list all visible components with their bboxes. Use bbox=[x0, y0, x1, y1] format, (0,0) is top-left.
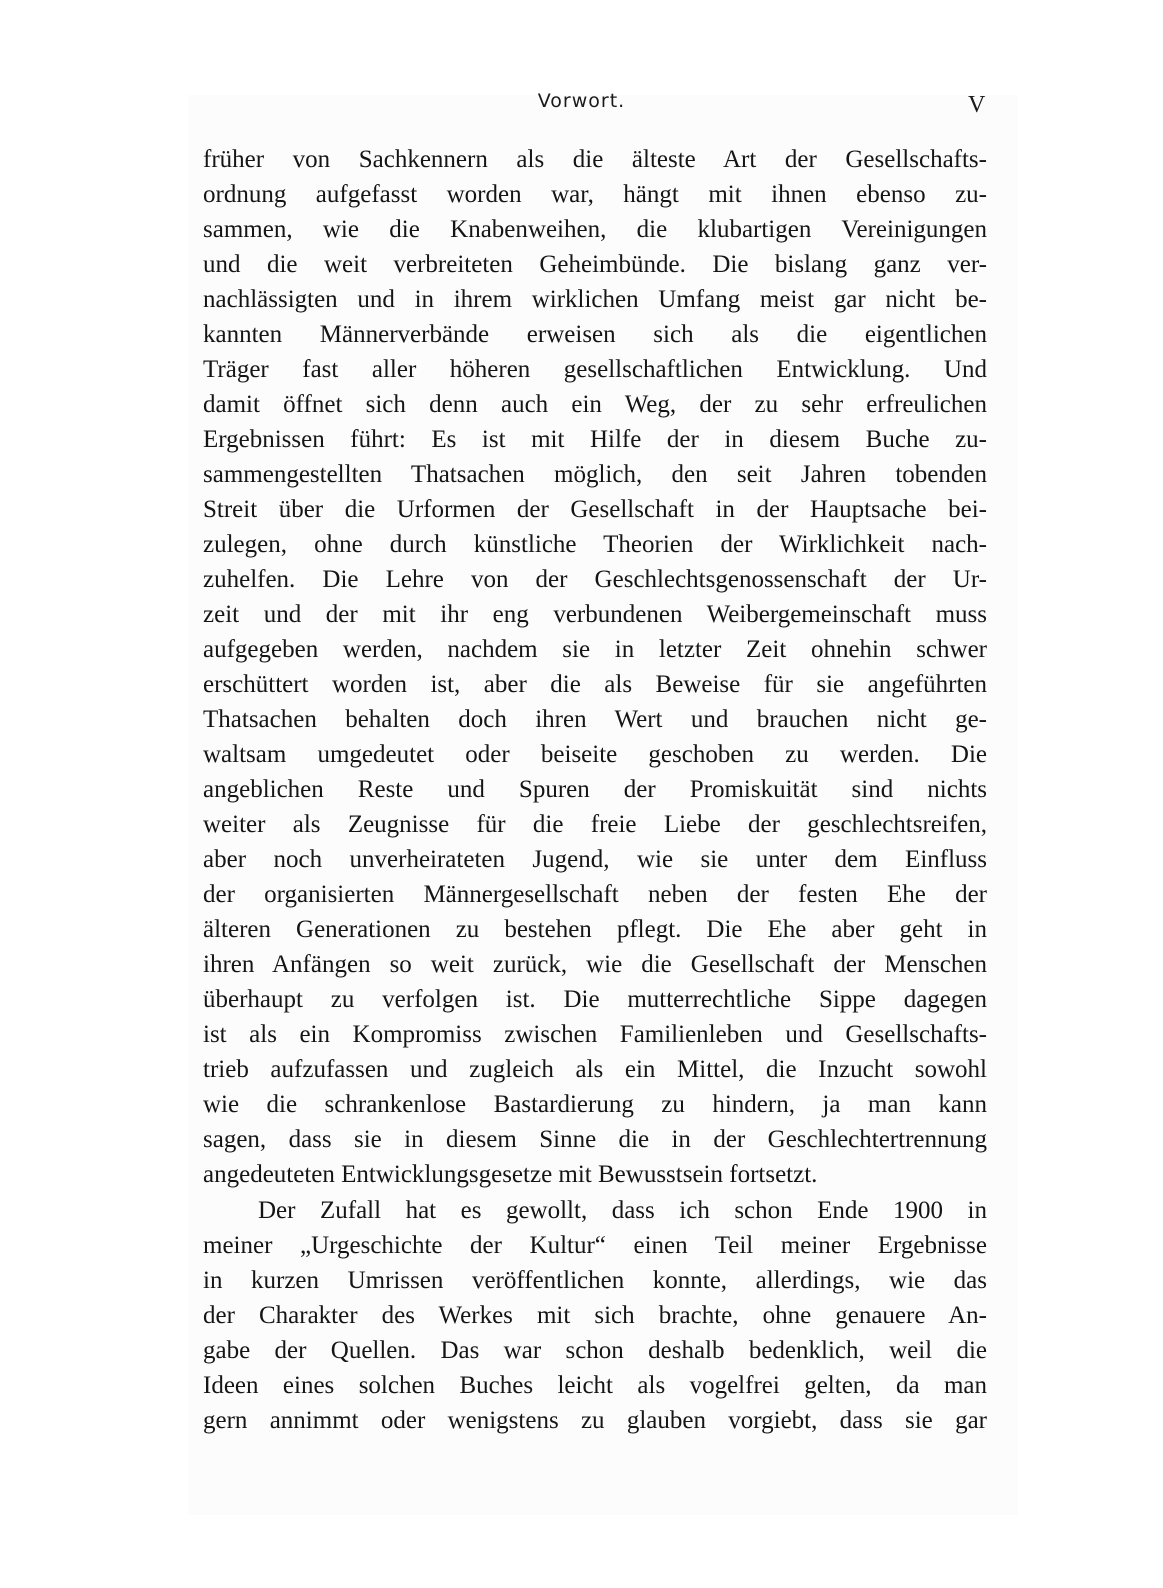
text-line: älteren Generationen zu bestehen pflegt. Die Ehe aber geht in bbox=[203, 916, 987, 943]
text-line: früher von Sachkennern als die älteste Art der Gesellschafts- bbox=[203, 146, 987, 173]
text-line: wie die schrankenlose Bastardierung zu hindern, ja man kann bbox=[203, 1091, 987, 1118]
text-line: in kurzen Umrissen veröffentlichen konnte, allerdings, wie das bbox=[203, 1267, 987, 1294]
text-line: Träger fast aller höheren gesellschaftlichen Entwicklung. Und bbox=[203, 356, 987, 383]
text-line: angeblichen Reste und Spuren der Promiskuität sind nichts bbox=[203, 776, 987, 803]
paragraph-start-line: Der Zufall hat es gewollt, dass ich schon Ende 1900 in bbox=[258, 1197, 987, 1224]
paragraph-end-line: angedeuteten Entwicklungsgesetze mit Bewusstsein fortsetzt. bbox=[203, 1161, 818, 1188]
text-line: sammengestellten Thatsachen möglich, den seit Jahren tobenden bbox=[203, 461, 987, 488]
page-number: V bbox=[968, 92, 986, 118]
text-line: erschüttert worden ist, aber die als Beweise für sie angeführten bbox=[203, 671, 987, 698]
text-line: zeit und der mit ihr eng verbundenen Weibergemeinschaft muss bbox=[203, 601, 987, 628]
text-line: und die weit verbreiteten Geheimbünde. Die bislang ganz ver- bbox=[203, 251, 987, 278]
text-line: Streit über die Urformen der Gesellschaft in der Hauptsache bei- bbox=[203, 496, 987, 523]
text-line: zuhelfen. Die Lehre von der Geschlechtsgenossenschaft der Ur- bbox=[203, 566, 987, 593]
text-line: trieb aufzufassen und zugleich als ein Mittel, die Inzucht sowohl bbox=[203, 1056, 987, 1083]
text-line: weiter als Zeugnisse für die freie Liebe der geschlechtsreifen, bbox=[203, 811, 987, 838]
text-line: Thatsachen behalten doch ihren Wert und brauchen nicht ge- bbox=[203, 706, 987, 733]
text-line: Ergebnissen führt: Es ist mit Hilfe der in diesem Buche zu- bbox=[203, 426, 987, 453]
text-line: ordnung aufgefasst worden war, hängt mit ihnen ebenso zu- bbox=[203, 181, 987, 208]
text-line: ihren Anfängen so weit zurück, wie die Gesellschaft der Menschen bbox=[203, 951, 987, 978]
text-line: nachlässigten und in ihrem wirklichen Umfang meist gar nicht be- bbox=[203, 286, 987, 313]
running-header-title: Vorwort. bbox=[537, 90, 626, 112]
text-line: der Charakter des Werkes mit sich brachte, ohne genauere An- bbox=[203, 1302, 987, 1329]
text-line: aufgegeben werden, nachdem sie in letzter Zeit ohnehin schwer bbox=[203, 636, 987, 663]
text-line: aber noch unverheirateten Jugend, wie sie unter dem Einfluss bbox=[203, 846, 987, 873]
text-line: waltsam umgedeutet oder beiseite geschoben zu werden. Die bbox=[203, 741, 987, 768]
text-line: zulegen, ohne durch künstliche Theorien der Wirklichkeit nach- bbox=[203, 531, 987, 558]
text-line: gern annimmt oder wenigstens zu glauben vorgiebt, dass sie gar bbox=[203, 1407, 987, 1434]
text-line: ist als ein Kompromiss zwischen Familienleben und Gesellschafts- bbox=[203, 1021, 987, 1048]
text-line: Ideen eines solchen Buches leicht als vogelfrei gelten, da man bbox=[203, 1372, 987, 1399]
text-line: kannten Männerverbände erweisen sich als die eigentlichen bbox=[203, 321, 987, 348]
text-line: sagen, dass sie in diesem Sinne die in der Geschlechtertrennung bbox=[203, 1126, 987, 1153]
text-line: der organisierten Männergesellschaft neben der festen Ehe der bbox=[203, 881, 987, 908]
text-line: damit öffnet sich denn auch ein Weg, der zu sehr erfreulichen bbox=[203, 391, 987, 418]
text-line: meiner „Urgeschichte der Kultur“ einen Teil meiner Ergebnisse bbox=[203, 1232, 987, 1259]
text-line: überhaupt zu verfolgen ist. Die mutterrechtliche Sippe dagegen bbox=[203, 986, 987, 1013]
text-line: gabe der Quellen. Das war schon deshalb bedenklich, weil die bbox=[203, 1337, 987, 1364]
text-line: sammen, wie die Knabenweihen, die klubartigen Vereinigungen bbox=[203, 216, 987, 243]
